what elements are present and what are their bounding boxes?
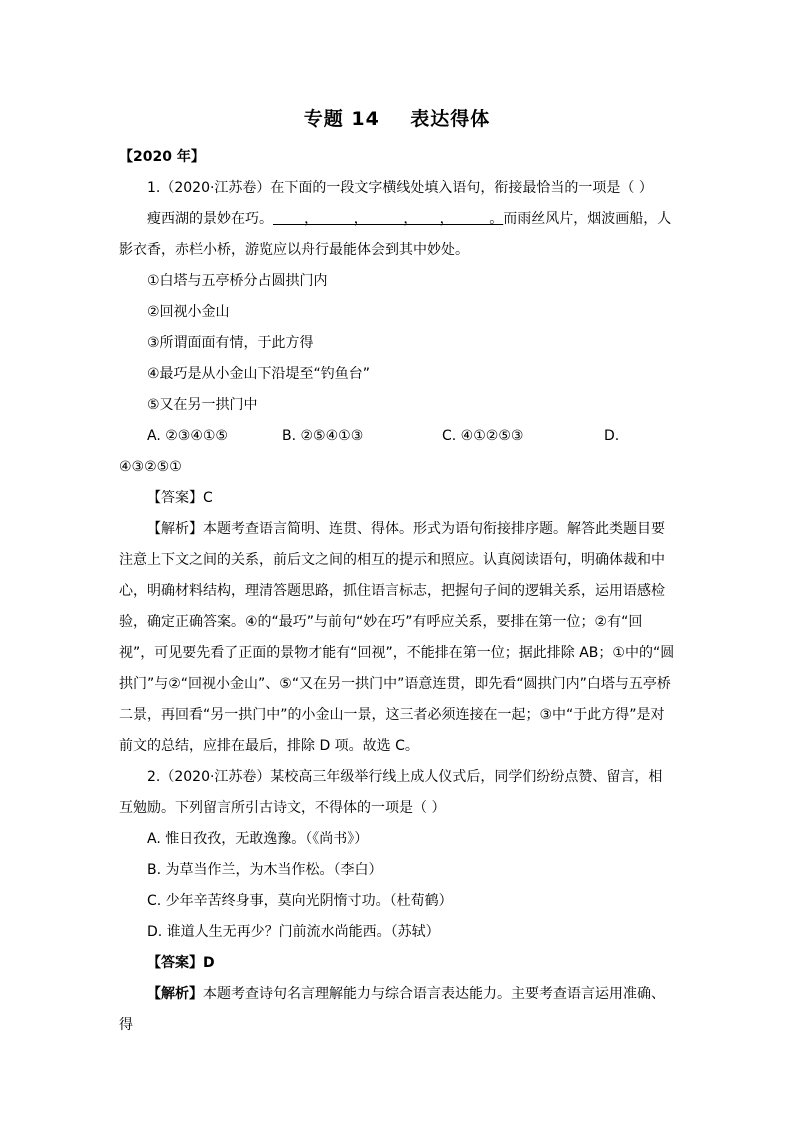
question-1-item: ④最巧是从小金山下沿堤至“钓鱼台” — [147, 366, 371, 382]
analysis-label: 【解析】 — [147, 986, 203, 1002]
question-1-answer: 【答案】C — [147, 490, 213, 506]
question-1-item: ②回视小金山 — [147, 304, 230, 320]
question-1-stem: 1.（2020·江苏卷）在下面的一段文字横线处填入语句，衔接最恰当的一项是（ ） — [147, 180, 653, 196]
question-1-analysis — [119, 514, 675, 762]
option-d-content: ④③②⑤① — [119, 459, 182, 475]
question-1-item: ③所谓面面有情，于此方得 — [147, 335, 314, 351]
question-1-passage — [119, 204, 675, 266]
option-c: C. ④①②⑤③ — [442, 428, 524, 444]
question-1-options — [119, 421, 675, 452]
question-1-item: ⑤又在另一拱门中 — [147, 397, 258, 413]
analysis-text: 本题考查语言简明、连贯、得体。形式为语句衔接排序题。解答此类题目要注意上下文之间的关系，前后文之间的相互的提示和照应。认真阅读语句，明确体裁和中心，明确材料结构，理清答题思路，抓住语言标志，把握句子间的逻辑关系，运用语感检验，确定正确答案。④的“最巧”与前句“妙在巧”有呼应关系，要排在第一位；②有“回视”，可见要先看了正面的景物才能有“回视”，不能排在第一位；据此排除 AB；①中的“圆拱门”与②“回视小金山”、⑤“又在另一拱门中”语意连贯，即先看“圆拱门内”白塔与五亭桥二景，再回看“另一拱门中”的小金山一景，这三者必须连接在一起；③中“于此方得”是对前文的总结，应排在最后，排除 D 项。故选 C。 — [119, 521, 675, 754]
analysis-label: 【解析】 — [147, 521, 203, 537]
question-2-option: D. 谁道人生无再少？门前流水尚能西。（苏轼） — [147, 924, 440, 940]
passage-end: 而雨丝风片，烟波画船，人影衣香，赤栏小桥，游览应以舟行最能体会到其中妙处。 — [119, 211, 672, 258]
analysis-text: 本题考查诗句名言理解能力与综合语言表达能力。主要考查语言运用准确、得 — [119, 986, 665, 1033]
option-b: B. ②⑤④①③ — [282, 428, 364, 444]
passage-start: 瘦西湖的景妙在巧。 — [147, 211, 273, 227]
question-2-answer: 【答案】D — [147, 955, 215, 971]
question-2-option: C. 少年辛苦终身事，莫向光阴惰寸功。（杜荀鹤） — [147, 893, 453, 909]
page-title: 专题 14 表达得体 — [303, 108, 491, 130]
section-year-heading: 【2020 年】 — [119, 149, 205, 165]
question-2-analysis — [119, 979, 675, 1041]
question-2-option: A. 惟日孜孜，无敢逸豫。（《尚书》） — [147, 831, 369, 847]
document-body — [119, 142, 675, 1041]
option-a: A. ②③④①⑤ — [147, 428, 228, 444]
question-2-option: B. 为草当作兰，为木当作松。（李白） — [147, 862, 383, 878]
question-1-item: ①白塔与五亭桥分占圆拱门内 — [147, 273, 328, 289]
fill-blanks: ， ， ， ， 。 — [273, 211, 504, 227]
option-d: D. — [604, 428, 620, 444]
question-2-stem: 2.（2020·江苏卷）某校高三年级举行线上成人仪式后，同学们纷纷点赞、留言，相互勉励。下列留言所引古诗文，不得体的一项是（ ） — [119, 769, 663, 816]
